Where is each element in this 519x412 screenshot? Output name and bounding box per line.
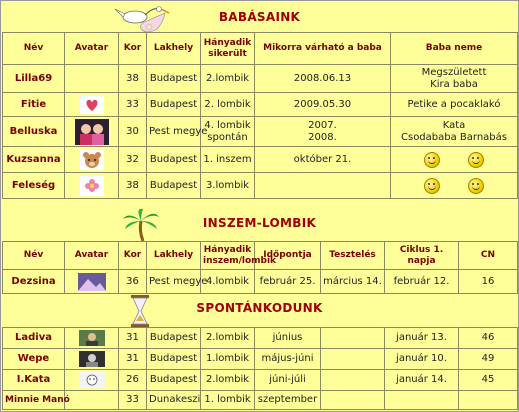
section-title-inszem: INSZEM-LOMBIK [202,216,317,230]
baby-line-1: Megszületett [421,66,487,78]
cycle-day: 46 [459,328,518,349]
attempt: 2.lombik [201,370,255,391]
due-date: 2008.06.13 [255,65,391,93]
avatar-cell [65,93,119,117]
residence: Budapest [147,370,201,391]
cycle-start: január 13. [385,328,459,349]
avatar-cell [65,391,119,410]
due-date: 2009.05.30 [255,93,391,117]
avatar-photo-icon[interactable] [75,119,109,145]
avatar-heart-icon[interactable] [80,96,104,114]
date: február 25. [255,270,321,294]
attempt: 1.lombik [201,349,255,370]
age: 31 [119,328,147,349]
attempt: 2.lombik [201,328,255,349]
due-line-2: 2008. [308,131,337,143]
babasaink-table [2,32,518,199]
residence: Budapest [147,93,201,117]
member-name[interactable]: Fitie [3,93,65,117]
babasaink-header-row [3,33,518,65]
baby-line-2: Kira baba [430,78,478,90]
due-line-1: 2007. [308,119,337,131]
header-mikorra: Mikorra várható a baba [255,33,391,65]
member-name[interactable]: Feleség [3,173,65,199]
due-date [255,173,391,199]
avatar-flower-icon[interactable] [80,176,104,196]
baby-gender [391,117,518,147]
age: 33 [119,93,147,117]
member-name[interactable]: Lilla69 [3,65,65,93]
attempt-line-1: 4. lombik [204,119,251,131]
avatar-cell [65,328,119,349]
cycle-start: január 10. [385,349,459,370]
test-date [321,349,385,370]
avatar-landscape-icon[interactable] [78,273,106,291]
section-title-spontan: SPONTÁNKODUNK [196,301,323,315]
table-row [3,391,518,410]
residence: Budapest [147,147,201,173]
age: 38 [119,65,147,93]
table-row [3,65,518,93]
header-avatar: Avatar [65,33,119,65]
test-date: március 14. [321,270,385,294]
date: június [255,328,321,349]
age: 32 [119,147,147,173]
table-row [3,147,518,173]
member-name[interactable]: Wepe [3,349,65,370]
cycle-day [459,391,518,410]
inszem-header-row [3,242,518,270]
table-row [3,117,518,147]
age: 26 [119,370,147,391]
due-date: október 21. [255,147,391,173]
avatar-cell [65,349,119,370]
cycle-start: január 14. [385,370,459,391]
avatar-cell [65,117,119,147]
smiley-icon [424,152,440,168]
smiley-icon [424,178,440,194]
attempt [201,117,255,147]
avatar-cell [65,65,119,93]
date: júni-júli [255,370,321,391]
attempt: 4.lombik [201,270,255,294]
baby-gender: Petike a pocaklakó [391,93,518,117]
due-date [255,117,391,147]
baby-line-1: Kata [442,119,466,131]
table-row [3,270,518,294]
age: 30 [119,117,147,147]
table-row [3,349,518,370]
avatar-cartoon-icon[interactable] [79,372,105,388]
table-row [3,370,518,391]
attempt-line-2: spontán [207,131,248,143]
residence: Dunakeszi [147,391,201,410]
header-kor: Kor [119,242,147,270]
avatar-cell [65,173,119,199]
cycle-day: 45 [459,370,518,391]
section-title-babasaink: BABÁSAINK [218,10,301,24]
header-hanyadik: Hányadik sikerült [201,33,255,65]
smiley-icon [468,178,484,194]
header-teszteles: Tesztelés [321,242,385,270]
baby-gender [391,65,518,93]
attempt: 2.lombik [201,65,255,93]
table-row [3,173,518,199]
header-hanyadik: Hányadik inszem/lombik [201,242,255,270]
attempt: 3.lombik [201,173,255,199]
header-idopont: Időpontja [255,242,321,270]
header-baba-neme: Baba neme [391,33,518,65]
date: szeptember [255,391,321,410]
residence: Pest megye [147,117,201,147]
age: 31 [119,349,147,370]
smiley-icon [468,152,484,168]
member-name[interactable]: Kuzsanna [3,147,65,173]
avatar-photo-icon[interactable] [79,330,105,346]
inszem-table [2,241,518,294]
member-name[interactable]: I.Kata [3,370,65,391]
baby-line-2: Csodababa Barnabás [401,131,507,143]
table-row [3,93,518,117]
header-ciklus: Ciklus 1. napja [385,242,459,270]
avatar-cell [65,370,119,391]
header-nev: Név [3,33,65,65]
attempt: 1. inszem [201,147,255,173]
member-name[interactable]: Ladiva [3,328,65,349]
residence: Budapest [147,65,201,93]
avatar-photo-icon[interactable] [79,351,105,367]
baby-gender [391,147,518,173]
test-date [321,370,385,391]
header-avatar: Avatar [65,242,119,270]
header-lakhely: Lakhely [147,242,201,270]
avatar-bear-icon[interactable] [80,150,104,170]
age: 33 [119,391,147,410]
test-date [321,391,385,410]
cycle-start [385,391,459,410]
test-date [321,328,385,349]
baby-gender [391,173,518,199]
avatar-cell [65,147,119,173]
residence: Budapest [147,349,201,370]
residence: Pest megye [147,270,201,294]
header-cn: CN [459,242,518,270]
cycle-day: 49 [459,349,518,370]
header-nev: Név [3,242,65,270]
member-name[interactable]: Belluska [3,117,65,147]
member-name[interactable]: Dezsina [3,270,65,294]
date: május-júni [255,349,321,370]
avatar-cell [65,270,119,294]
cycle-start: február 12. [385,270,459,294]
header-lakhely: Lakhely [147,33,201,65]
member-name[interactable]: Minnie Manó [3,391,65,410]
attempt: 2. lombik [201,93,255,117]
residence: Budapest [147,173,201,199]
spontan-table [2,327,518,410]
attempt: 1. lombik [201,391,255,410]
age: 38 [119,173,147,199]
table-row [3,328,518,349]
cycle-day: 16 [459,270,518,294]
age: 36 [119,270,147,294]
residence: Budapest [147,328,201,349]
header-kor: Kor [119,33,147,65]
